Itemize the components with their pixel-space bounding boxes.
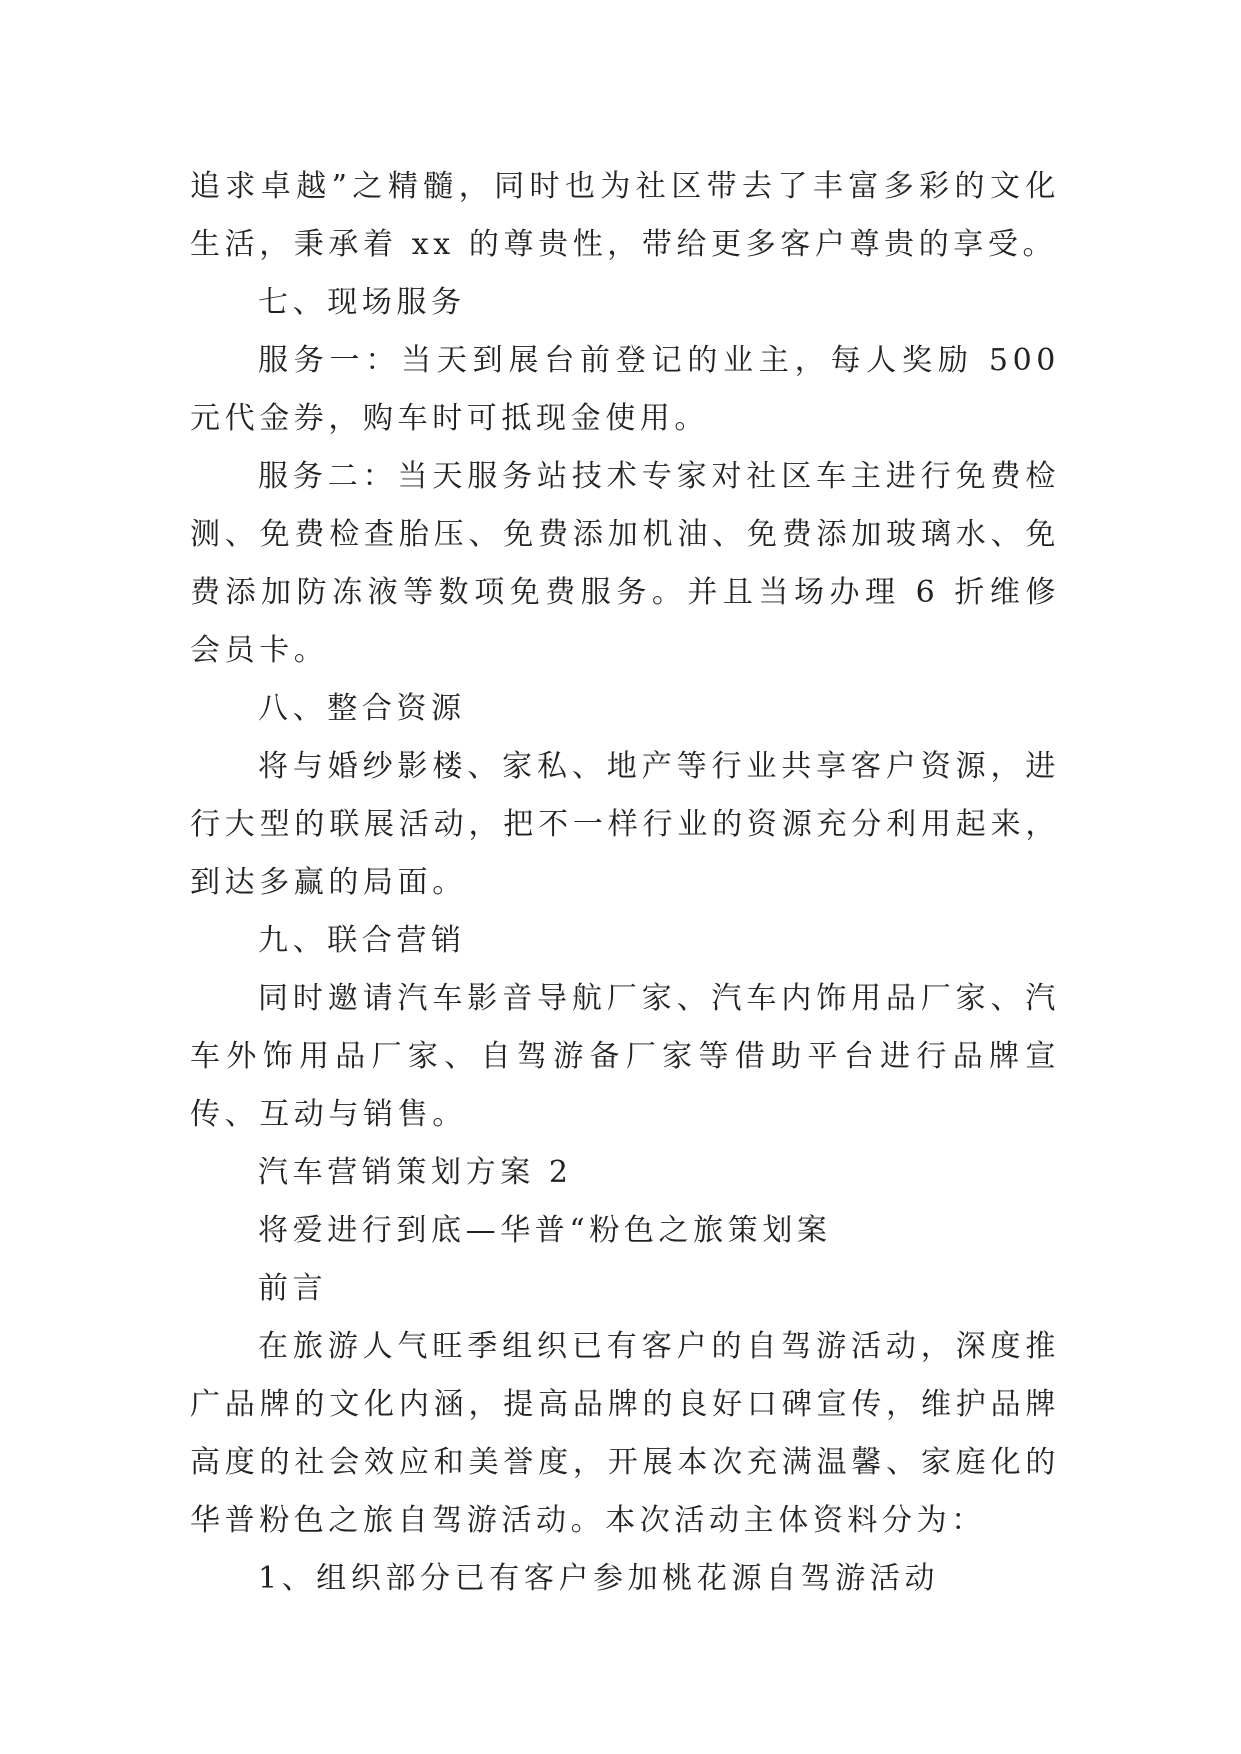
document-body xyxy=(190,158,1060,1608)
paragraph-service-one: 服务一：当天到展台前登记的业主，每人奖励 500 元代金券，购车时可抵现金使用。 xyxy=(190,343,1060,436)
heading-preface: 前言 xyxy=(258,1271,328,1306)
heading-onsite-service: 七、现场服务 xyxy=(258,285,466,320)
paragraph-integrate-resources: 将与婚纱影楼、家私、地产等行业共享客户资源，进行大型的联展活动，把不一样行业的资源充分利用起来，到达多赢的局面。 xyxy=(190,749,1060,900)
heading-joint-marketing: 九、联合营销 xyxy=(258,923,466,958)
plan-subtitle: 将爱进行到底—华普“粉色之旅策划案 xyxy=(258,1213,832,1248)
paragraph-service-two: 服务二：当天服务站技术专家对社区车主进行免费检测、免费检查胎压、免费添加机油、免费添加玻璃水、免费添加防冻液等数项免费服务。并且当场办理 6 折维修会员卡。 xyxy=(190,459,1060,668)
paragraph-preface: 在旅游人气旺季组织已有客户的自驾游活动，深度推广品牌的文化内涵，提高品牌的良好口碑宣传，维护品牌高度的社会效应和美誉度，开展本次充满温馨、家庭化的华普粉色之旅自驾游活动。本次活动主体资料分为： xyxy=(190,1329,1060,1538)
list-item-one: 1、组织部分已有客户参加桃花源自驾游活动 xyxy=(258,1561,940,1596)
paragraph-joint-marketing: 同时邀请汽车影音导航厂家、汽车内饰用品厂家、汽车外饰用品厂家、自驾游备厂家等借助平台进行品牌宣传、互动与销售。 xyxy=(190,981,1060,1132)
heading-plan-two: 汽车营销策划方案 2 xyxy=(258,1155,573,1190)
heading-integrate-resources: 八、整合资源 xyxy=(258,691,466,726)
paragraph-continuation: 追求卓越”之精髓，同时也为社区带去了丰富多彩的文化生活，秉承着 xx 的尊贵性，带给更多客户尊贵的享受。 xyxy=(190,169,1060,262)
